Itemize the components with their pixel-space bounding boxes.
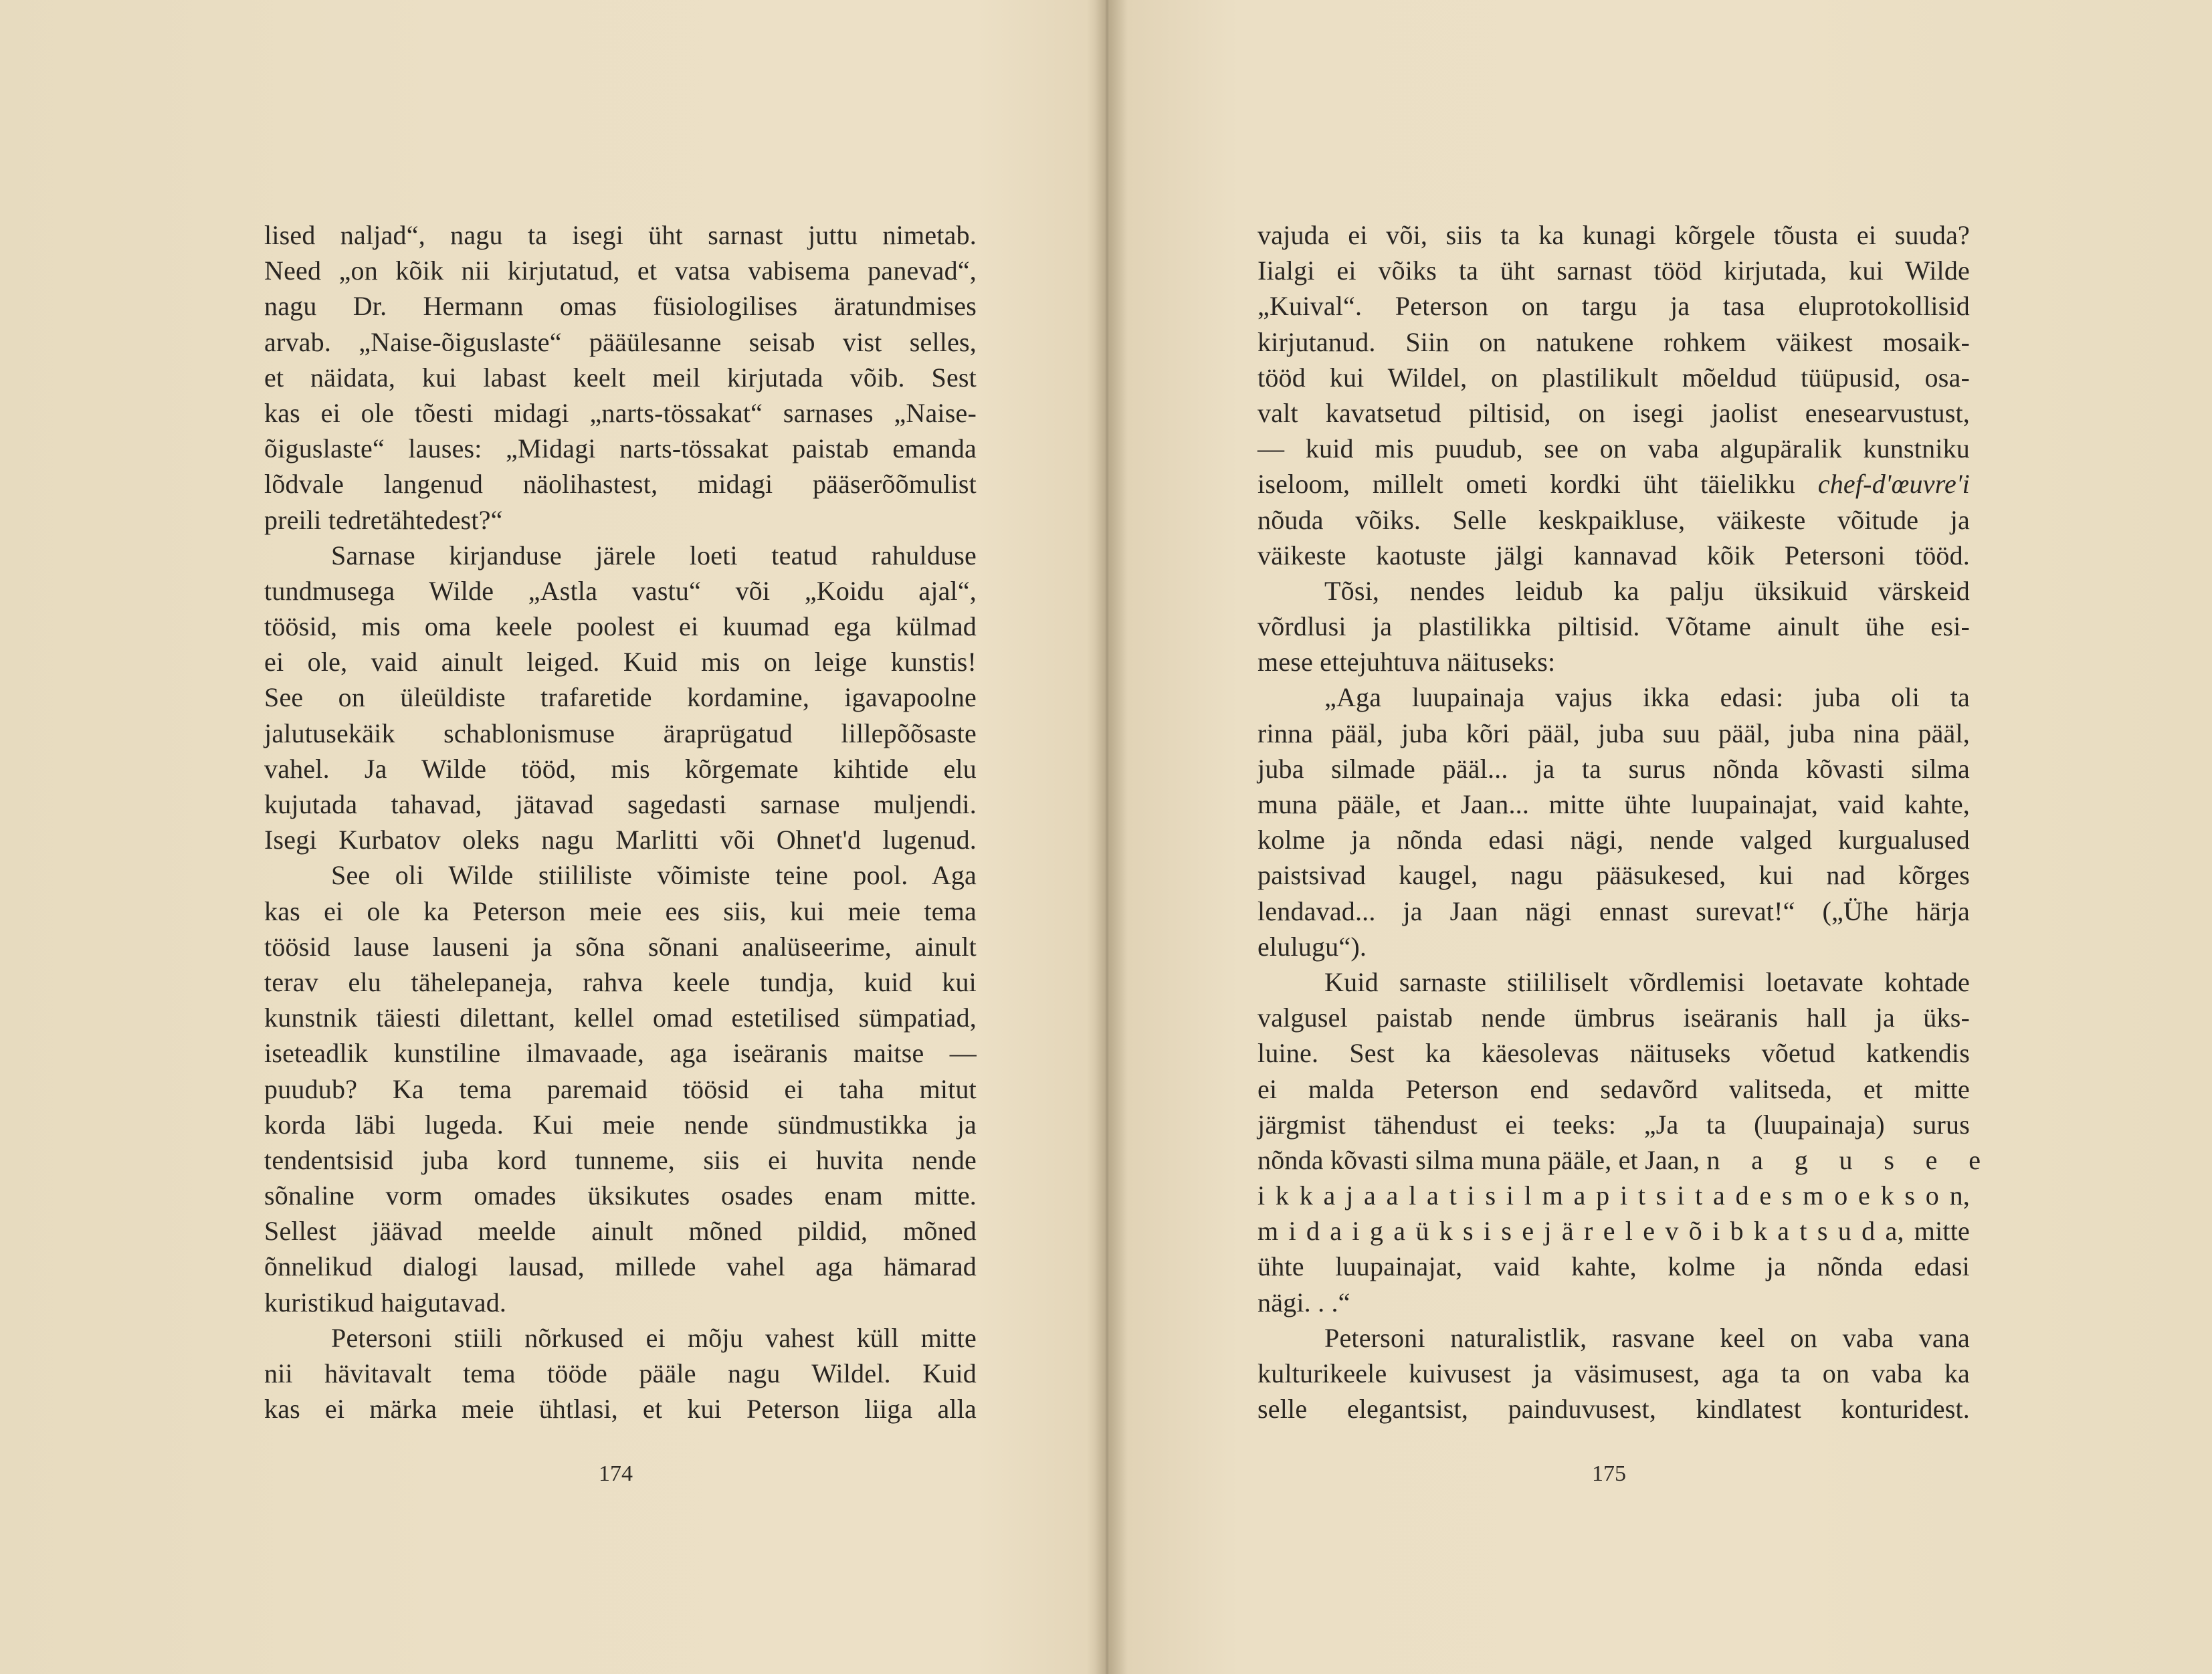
text-line: õiguslaste“ lauses: „Midagi narts-tössakat paistab emanda: [264, 433, 977, 464]
spaced-emphasis: n a g u s e e: [1706, 1144, 1993, 1175]
text-line: õnnelikud dialogi lausad, millede vahel aga hämarad: [264, 1251, 977, 1282]
text-line: muna pääle, et Jaan... mitte ühte luupainajat, vaid kahte,: [1258, 789, 1970, 819]
text-line: juba silmade pääl... ja ta surus nõnda kõvasti silma: [1258, 753, 1970, 784]
text-line: Sellest jäävad meelde ainult mõned pildid, mõned: [264, 1216, 977, 1247]
text-line: ühte luupainajat, vaid kahte, kolme ja nõnda edasi: [1258, 1251, 1970, 1282]
text-line: jalutusekäik schablonismuse äraprügatud lillepõõsaste: [264, 718, 977, 748]
text-line: See oli Wilde stiililiste võimiste teine pool. Aga: [331, 860, 977, 891]
page-number: 174: [599, 1461, 633, 1486]
text-line: Kuid sarnaste stiililiselt võrdlemisi loetavate kohtade: [1324, 966, 1970, 997]
spaced-emphasis: m i d a i g a ü k s i s e j ä r e l e v õ i b k a t s u d a,: [1258, 1216, 1904, 1247]
italic-phrase: chef-d'œuvre'i: [1817, 469, 1970, 500]
text-line: võrdlusi ja plastilikka piltisid. Võtame ainult ühe esi-: [1258, 611, 1970, 642]
text-line: nõuda võiks. Selle keskpaikluse, väikeste võitude ja: [1258, 504, 1970, 535]
text-line: väikeste kaotuste jälgi kannavad kõik Petersoni tööd.: [1258, 540, 1970, 570]
text-line: kas ei märka meie ühtlasi, et kui Peterson liiga alla: [264, 1394, 977, 1425]
text-line: Isegi Kurbatov oleks nagu Marlitti või Ohnet'd lugenud.: [264, 825, 977, 855]
text-line: kunstnik täiesti dilettant, kellel omad estetilised sümpatiad,: [264, 1003, 977, 1033]
text-line: Iialgi ei võiks ta üht sarnast tööd kirjutada, kui Wilde: [1258, 255, 1970, 286]
text-line: kirjutanud. Siin on natukene rohkem väikest mosaik-: [1258, 326, 1970, 357]
text-segment: iseloom, millelt ometi kordki üht täielikku: [1258, 469, 1818, 500]
book-gutter: [1087, 0, 1127, 1674]
text-line: tundmusega Wilde „Astla vastu“ või „Koidu ajal“,: [264, 575, 977, 606]
text-line: sõnaline vorm omades üksikutes osades enam mitte.: [264, 1180, 977, 1211]
text-line: [1258, 1142, 1993, 1178]
text-line: iseteadlik kunstiline ilmavaade, aga iseäranis maitse —: [264, 1038, 977, 1069]
text-line: selle elegantsist, painduvusest, kindlatest konturidest.: [1258, 1394, 1970, 1425]
text-line: Need „on kõik nii kirjutatud, et vatsa vabisema panevad“,: [264, 255, 977, 286]
text-line: Petersoni stiili nõrkused ei mõju vahest küll mitte: [331, 1322, 977, 1353]
text-line: paistsivad kaugel, nagu pääsukesed, kui nad kõrges: [1258, 860, 1970, 891]
text-segment: mitte: [1914, 1216, 1970, 1247]
text-line: ei malda Peterson end sedavõrd valitseda, et mitte: [1258, 1073, 1970, 1104]
text-line: tendentsisid juba kord tunneme, siis ei huvita nende: [264, 1144, 977, 1175]
text-line: kas ei ole tõesti midagi „narts-tössakat“ sarnases „Naise-: [264, 397, 977, 428]
text-line: kujutada tahavad, jätavad sagedasti sarnase muljendi.: [264, 789, 977, 819]
text-line: terav elu tähelepaneja, rahva keele tundja, kuid kui: [264, 966, 977, 997]
text-line: rinna pääl, juba kõri pääl, juba suu pääl, juba nina pääl,: [1258, 718, 1970, 748]
text-line: nii hävitavalt tema tööde pääle nagu Wildel. Kuid: [264, 1358, 977, 1388]
text-line: valt kavatsetud piltisid, on isegi jaolist enesearvustust,: [1258, 397, 1970, 428]
left-page-text: [264, 217, 977, 1427]
text-line: mese ettejuhtuva näituseks:: [1258, 647, 1556, 677]
page-number: 175: [1592, 1461, 1626, 1486]
text-line: preili tedretähtedest?“: [264, 504, 503, 535]
right-page-text: [1258, 217, 1993, 1427]
text-line: Petersoni naturalistlik, rasvane keel on vaba vana: [1324, 1322, 1970, 1353]
text-line: kas ei ole ka Peterson meie ees siis, kui meie tema: [264, 896, 977, 926]
text-line: [1258, 1178, 1970, 1213]
text-line: et näidata, kui labast keelt meil kirjutada võib. Sest: [264, 362, 977, 393]
text-line: [1258, 466, 1970, 502]
text-line: vahel. Ja Wilde tööd, mis kõrgemate kihtide elu: [264, 753, 977, 784]
text-line: ei ole, vaid ainult leiged. Kuid mis on leige kunstis!: [264, 647, 977, 677]
text-line: — kuid mis puudub, see on vaba algupäralik kunstniku: [1258, 433, 1970, 464]
text-line: lised naljad“, nagu ta isegi üht sarnast juttu nimetab.: [264, 220, 977, 250]
text-line: lendavad... ja Jaan nägi ennast surevat!“ („Ühe härja: [1258, 896, 1970, 926]
text-line: „Aga luupainaja vajus ikka edasi: juba oli ta: [1324, 682, 1970, 713]
text-line: luine. Sest ka käesolevas näituseks võetud katkendis: [1258, 1038, 1970, 1069]
text-line: kulturikeele kuivusest ja väsimusest, aga ta on vaba ka: [1258, 1358, 1970, 1388]
text-line: „Kuival“. Peterson on targu ja tasa eluprotokollisid: [1258, 291, 1970, 322]
text-segment: nõnda kõvasti silma muna pääle, et Jaan,: [1258, 1144, 1707, 1175]
text-line: nägi. . .“: [1258, 1287, 1350, 1318]
text-line: korda läbi lugeda. Kui meie nende sündmustikka ja: [264, 1109, 977, 1140]
text-line: lõdvale langenud näolihastest, midagi pääserõõmulist: [264, 469, 977, 500]
text-line: tööd kui Wildel, on plastilikult mõeldud tüüpusid, osa-: [1258, 362, 1970, 393]
spaced-emphasis: i k k a j a a l a t i s i l m a p i t s i t a d e s m o e k s o n,: [1258, 1180, 1970, 1211]
text-line: See on üleüldiste trafaretide kordamine, igavapoolne: [264, 682, 977, 713]
text-line: arvab. „Naise-õiguslaste“ pääülesanne seisab vist selles,: [264, 326, 977, 357]
text-line: vajuda ei või, siis ta ka kunagi kõrgele tõusta ei suuda?: [1258, 220, 1970, 250]
text-line: töösid lause lauseni ja sõna sõnani analüseerime, ainult: [264, 931, 977, 962]
text-line: kolme ja nõnda edasi nägi, nende valged kurgualused: [1258, 825, 1970, 855]
text-line: kuristikud haigutavad.: [264, 1287, 507, 1318]
text-line: Sarnase kirjanduse järele loeti teatud rahulduse: [331, 540, 977, 570]
text-line: nagu Dr. Hermann omas füsiologilises äratundmises: [264, 291, 977, 322]
text-line: järgmist tähendust ei teeks: „Ja ta (luupainaja) surus: [1258, 1109, 1970, 1140]
text-line: valgusel paistab nende ümbrus iseäranis hall ja üks-: [1258, 1003, 1970, 1033]
text-line: töösid, mis oma keele poolest ei kuumad ega külmad: [264, 611, 977, 642]
text-line: puudub? Ka tema paremaid töösid ei taha mitut: [264, 1073, 977, 1104]
text-line: Tõsi, nendes leidub ka palju üksikuid värskeid: [1324, 575, 1970, 606]
text-line: elulugu“).: [1258, 931, 1367, 962]
text-line: [1258, 1213, 1970, 1249]
